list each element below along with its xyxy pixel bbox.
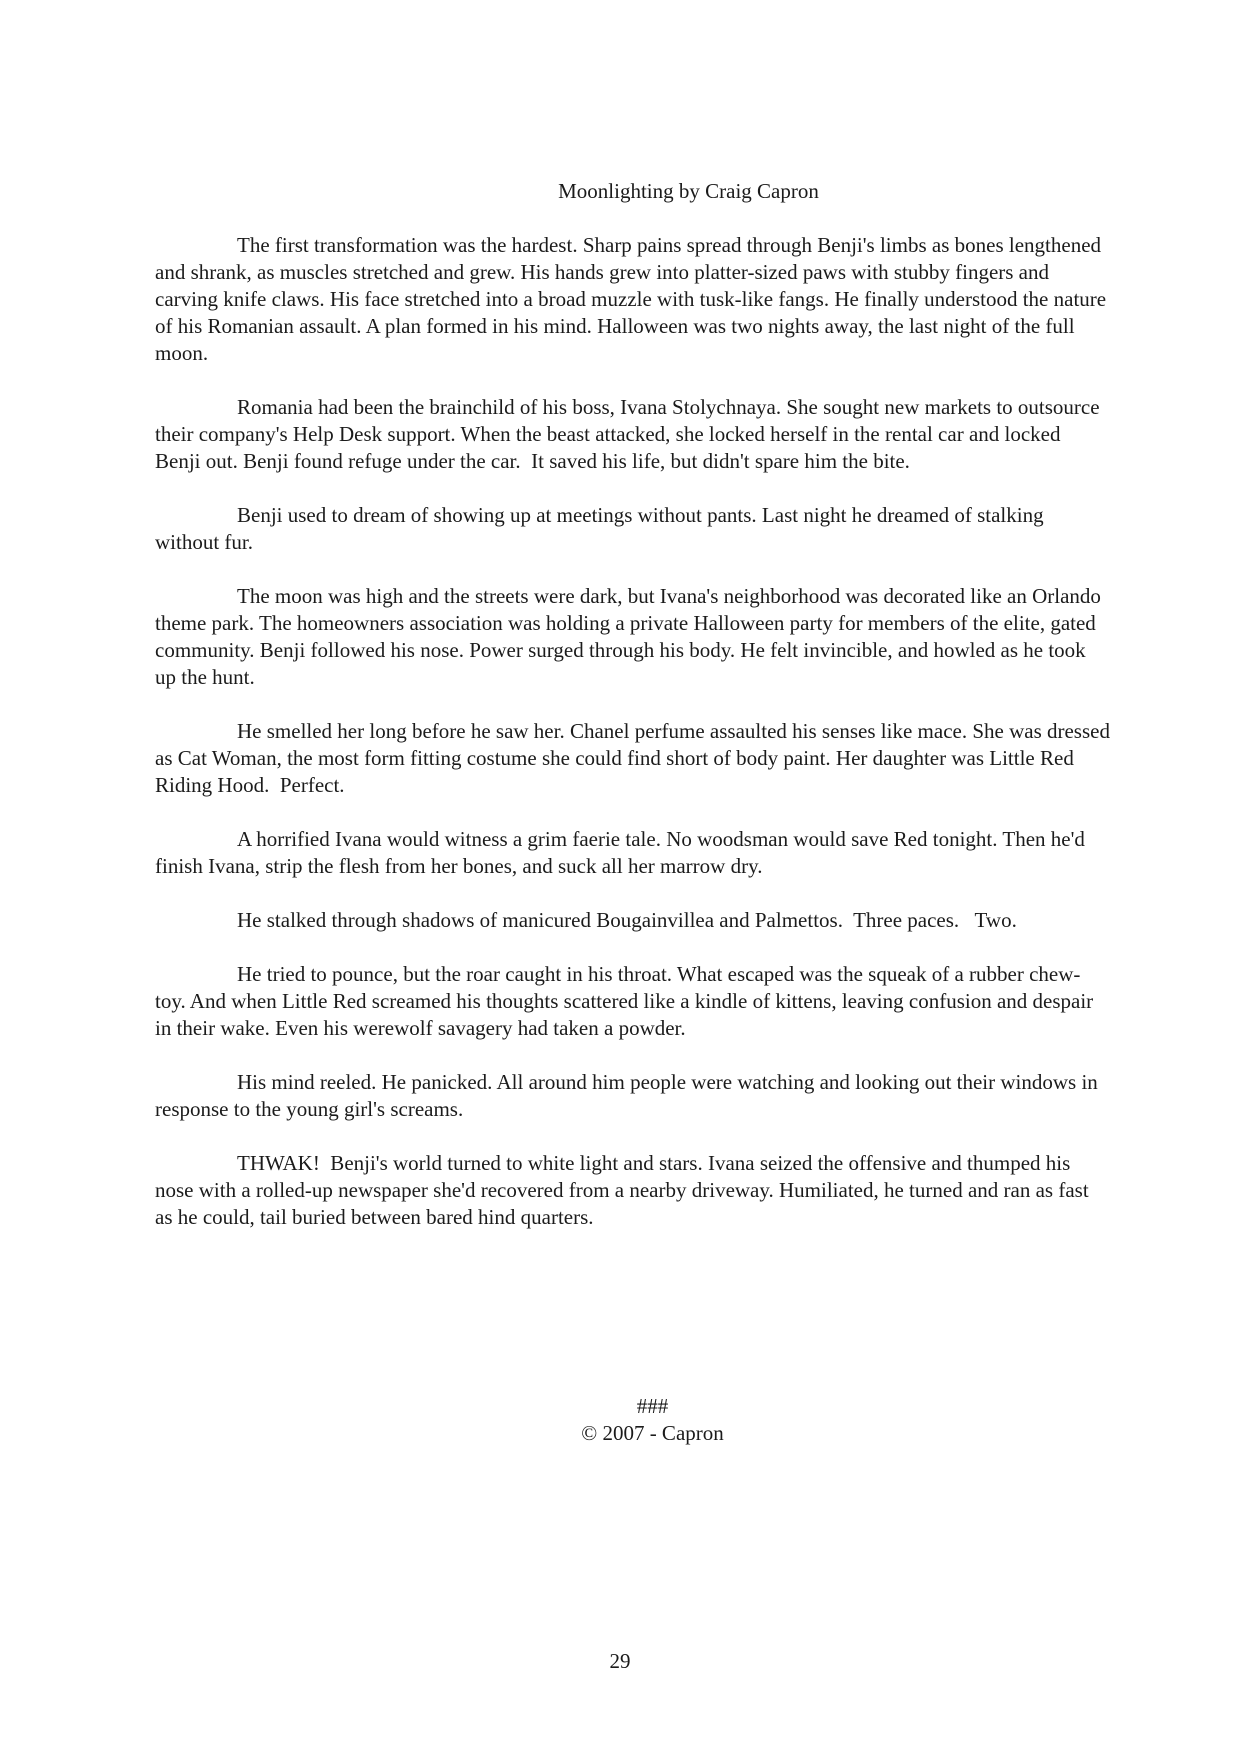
story-footer bbox=[175, 1393, 1130, 1447]
page-number: 29 bbox=[609, 1649, 631, 1673]
story-paragraph: He tried to pounce, but the roar caught in his throat. What escaped was the squeak of a rubber chew-toy. And when Little Red screamed his thoughts scattered like a kindle of kittens, leaving confusion and despair in their wake. Even his werewolf savagery had taken a powder. bbox=[155, 962, 1099, 1040]
story-paragraph: He stalked through shadows of manicured Bougainvillea and Palmettos. Three paces. Two. bbox=[237, 908, 1017, 932]
story-paragraph: The first transformation was the hardest. Sharp pains spread through Benji's limbs as bones lengthened and shrank, as muscles stretched and grew. His hands grew into platter-sized paws with stubby fingers and carving knife claws. His face stretched into a broad muzzle with tusk-like fangs. He finally understood the nature of his Romanian assault. A plan formed in his mind. Halloween was two nights away, the last night of the full moon. bbox=[155, 233, 1112, 365]
story-paragraph: THWAK! Benji's world turned to white light and stars. Ivana seized the offensive and thumped his nose with a rolled-up newspaper she'd recovered from a nearby driveway. Humiliated, he turned and ran as fast as he could, tail buried between bared hind quarters. bbox=[155, 1151, 1094, 1229]
story-paragraph: The moon was high and the streets were dark, but Ivana's neighborhood was decorated like an Orlando theme park. The homeowners association was holding a private Halloween party for members of the elite, gated community. Benji followed his nose. Power surged through his body. He felt invincible, and howled as he took up the hunt. bbox=[155, 584, 1107, 689]
story-paragraph: His mind reeled. He panicked. All around him people were watching and looking out their windows in response to the young girl's screams. bbox=[155, 1070, 1104, 1121]
story-paragraph: Romania had been the brainchild of his boss, Ivana Stolychnaya. She sought new markets to outsource their company's Help Desk support. When the beast attacked, she locked herself in the rental car and locked Benji out. Benji found refuge under the car. It saved his life, but didn't spare him the bite. bbox=[155, 395, 1105, 473]
document-title: Moonlighting by Craig Capron bbox=[558, 179, 819, 203]
story-paragraph: A horrified Ivana would witness a grim faerie tale. No woodsman would save Red tonight. Then he'd finish Ivana, strip the flesh from her bones, and suck all her marrow dry. bbox=[155, 827, 1091, 878]
story-body bbox=[155, 178, 1116, 1447]
story-paragraph: Benji used to dream of showing up at meetings without pants. Last night he dreamed of stalking without fur. bbox=[155, 503, 1049, 554]
story-paragraph: He smelled her long before he saw her. Chanel perfume assaulted his senses like mace. She was dressed as Cat Woman, the most form fitting costume she could find short of body paint. Her daughter was Little Red Riding Hood. Perfect. bbox=[155, 719, 1116, 797]
copyright-line: © 2007 - Capron bbox=[581, 1421, 724, 1445]
section-end-mark: ### bbox=[636, 1394, 669, 1418]
